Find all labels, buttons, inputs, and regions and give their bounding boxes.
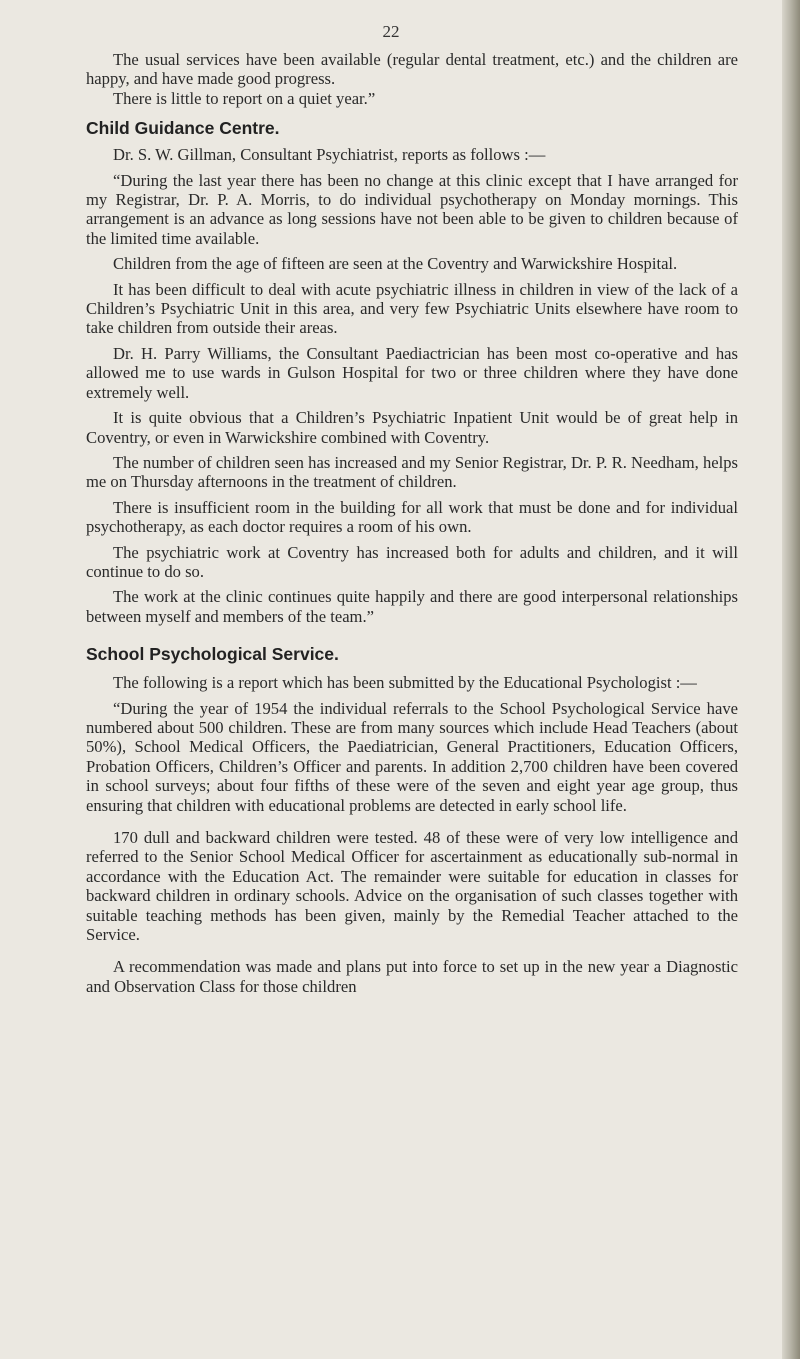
page-binding-edge <box>782 0 800 1359</box>
child-guidance-paragraph: The psychiatric work at Coventry has increased both for adults and children, and it will continue to do so. <box>86 542 738 581</box>
document-body <box>86 50 738 996</box>
child-guidance-paragraph: “During the last year there has been no change at this clinic except that I have arranged for my Registrar, Dr. P. A. Morris, to do individual psychotherapy on Monday mornings. This arrangement is an advance as long sessions have not been able to be given to children because of the limited time available. <box>86 170 738 248</box>
child-guidance-paragraph: The work at the clinic continues quite happily and there are good interpersonal relationships between myself and members of the team.” <box>86 587 738 626</box>
school-psychological-paragraph: “During the year of 1954 the individual referrals to the School Psychological Service have numbered about 500 children. These are from many sources which include Head Teachers (about 50%), School Medical Officers, the Paediatrician, General Practitioners, Education Officers, Probation Officers, Children’s Officer and parents. In addition 2,700 children have been covered in school surveys; about four fifths of these were of the seven and eight year age group, thus ensuring that children with educational problems are detected in early school life. <box>86 698 738 815</box>
school-psychological-paragraph: A recommendation was made and plans put into force to set up in the new year a Diagnostic and Observation Class for those children <box>86 957 738 996</box>
page-number: 22 <box>382 22 400 41</box>
child-guidance-paragraph: It is quite obvious that a Children’s Psychiatric Inpatient Unit would be of great help in Coventry, or even in Warwickshire combined with Coventry. <box>86 408 738 447</box>
intro-paragraph: The usual services have been available (regular dental treatment, etc.) and the children are happy, and have made good progress. <box>86 50 738 89</box>
child-guidance-heading: Child Guidance Centre. <box>86 118 280 139</box>
child-guidance-paragraph: The number of children seen has increased and my Senior Registrar, Dr. P. R. Needham, helps me on Thursday afternoons in the treatment of children. <box>86 452 738 492</box>
child-guidance-paragraph: It has been difficult to deal with acute psychiatric illness in children in view of the lack of a Children’s Psychiatric Unit in this area, and very few Psychiatric Units elsewhere have room to take children from outside their areas. <box>86 279 738 338</box>
school-psychological-intro: The following is a report which has been submitted by the Educational Psychologist :— <box>113 673 697 693</box>
school-psychological-heading: School Psychological Service. <box>86 644 339 665</box>
child-guidance-paragraph: Dr. H. Parry Williams, the Consultant Paediactrician has been most co-operative and has allowed me to use wards in Gulson Hospital for two or three children where they have done extremely well. <box>86 343 738 402</box>
child-guidance-intro: Dr. S. W. Gillman, Consultant Psychiatrist, reports as follows :— <box>113 145 546 165</box>
intro-closing: There is little to report on a quiet year.” <box>113 88 376 108</box>
child-guidance-paragraph: There is insufficient room in the building for all work that must be done and for individual psychotherapy, as each doctor requires a room of his own. <box>86 497 738 537</box>
school-psychological-paragraph: 170 dull and backward children were tested. 48 of these were of very low intelligence and referred to the Senior School Medical Officer for ascertainment as educationally sub-normal in accordance with the Education Act. The remainder were suitable for education in classes for backward children in ordinary schools. Advice on the organisation of such classes together with suitable teaching methods has been given, mainly by the Remedial Teacher attached to the Service. <box>86 828 738 945</box>
child-guidance-paragraph: Children from the age of fifteen are seen at the Coventry and Warwickshire Hospital. <box>113 254 678 274</box>
